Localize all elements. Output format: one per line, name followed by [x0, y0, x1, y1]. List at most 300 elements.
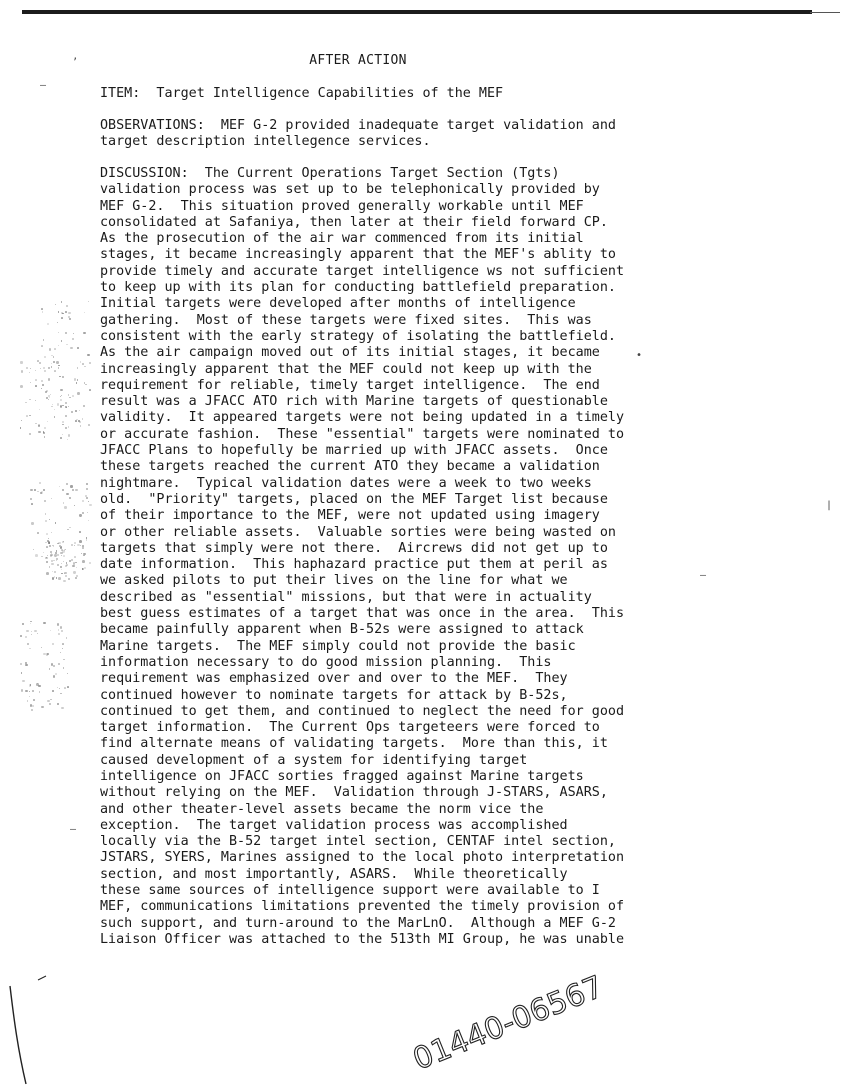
scan-speckle	[66, 483, 68, 485]
scan-speckle	[73, 333, 74, 334]
scan-speckle	[75, 577, 78, 580]
discussion-line: date information. This haphazard practice put them at peril as	[100, 557, 608, 573]
scan-speckle	[50, 630, 51, 631]
scan-speckle	[58, 311, 60, 313]
stray-mark: |	[826, 500, 833, 511]
observations-line: target description intellegence services.	[100, 134, 431, 150]
scan-speckle	[61, 707, 63, 709]
scan-speckle	[53, 361, 55, 363]
scan-speckle	[45, 557, 47, 559]
scan-speckle	[31, 503, 33, 505]
scan-speckle	[22, 623, 24, 625]
discussion-line: As the air campaign moved out of its initial stages, it became	[100, 345, 600, 361]
scan-speckle	[88, 424, 90, 426]
scan-speckle	[52, 571, 53, 572]
scan-speckle	[76, 382, 77, 383]
item-heading: ITEM: Target Intelligence Capabilities of the MEF	[100, 86, 504, 101]
discussion-line: requirement was emphasized over and over to the MEF. They	[100, 671, 568, 687]
scan-speckle	[37, 633, 38, 634]
scan-speckle	[60, 437, 62, 439]
scan-speckle	[68, 578, 70, 580]
scan-speckle	[77, 392, 79, 394]
scan-speckle	[58, 629, 59, 630]
scan-speckle	[50, 394, 51, 395]
scan-speckle	[57, 322, 59, 324]
scan-speckle	[53, 560, 54, 561]
scan-speckle	[84, 366, 85, 367]
scan-speckle	[79, 540, 82, 543]
discussion-line: to keep up with its plan for conducting battlefield preparation.	[100, 280, 616, 296]
scan-speckle	[61, 630, 63, 632]
scan-speckle	[79, 421, 81, 423]
discussion-line: continued however to nominate targets for attack by B-52s,	[100, 687, 568, 703]
scan-speckle	[69, 560, 71, 562]
scan-speckle	[34, 630, 37, 633]
scan-speckle	[20, 635, 22, 637]
scan-speckle	[44, 356, 46, 358]
scan-speckle	[35, 400, 36, 401]
scan-speckle	[62, 434, 63, 435]
scan-speckle	[66, 305, 69, 308]
scan-speckle	[88, 501, 89, 502]
scan-speckle	[85, 384, 86, 385]
scan-speckle	[45, 542, 46, 543]
scan-speckle	[21, 370, 23, 372]
scan-speckle	[79, 531, 81, 533]
scan-speckle	[68, 394, 70, 396]
scan-speckle	[57, 623, 59, 625]
scan-speckle	[46, 572, 49, 575]
scan-speckle	[84, 312, 85, 313]
scan-speckle	[68, 312, 70, 314]
scan-speckle	[31, 634, 32, 635]
scan-speckle	[89, 362, 90, 363]
scan-speckle	[53, 665, 55, 667]
discussion-line: nightmare. Typical validation dates were a week to two weeks	[100, 475, 592, 491]
scan-speckle	[50, 555, 52, 557]
scan-speckle	[43, 622, 46, 625]
scan-speckle	[75, 410, 77, 412]
discussion-line: or other reliable assets. Valuable sorties were being wasted on	[100, 524, 616, 540]
discussion-line: requirement for reliable, timely target intelligence. The end	[100, 377, 600, 393]
discussion-line: JFACC Plans to hopefully be married up with JFACC assets. Once	[100, 443, 608, 459]
scan-speckle	[60, 396, 61, 397]
scan-speckle	[61, 573, 63, 575]
scan-speckle	[89, 389, 91, 391]
scan-speckle	[51, 363, 52, 364]
scan-speckle	[26, 630, 28, 632]
scan-speckle	[51, 532, 52, 533]
scan-speckle	[30, 498, 32, 500]
scan-speckle	[31, 522, 33, 524]
scan-speckle	[86, 488, 88, 490]
scan-speckle	[58, 663, 60, 665]
scan-speckle	[63, 580, 66, 583]
scan-speckle	[63, 502, 65, 504]
scan-speckle	[38, 431, 41, 434]
scan-speckle	[30, 368, 31, 369]
scan-speckle	[30, 704, 32, 706]
discussion-line: old. "Priority" targets, placed on the MEF Target list because	[100, 491, 608, 507]
discussion-line: target information. The Current Ops targeteers were forced to	[100, 720, 600, 736]
scan-speckle	[75, 420, 77, 422]
scan-speckle	[49, 566, 51, 568]
discussion-line: caused development of a system for identifying target	[100, 752, 528, 768]
scan-speckle	[41, 345, 43, 347]
discussion-line: locally via the B-52 target intel section, CENTAF intel section,	[100, 834, 616, 850]
scan-speckle	[76, 567, 77, 568]
discussion-line: consolidated at Safaniya, then later at their field forward CP.	[100, 214, 608, 230]
scan-speckle	[62, 424, 64, 426]
scan-speckle	[76, 575, 78, 577]
scan-speckle	[29, 648, 30, 649]
scan-speckle	[21, 672, 23, 674]
scan-speckle	[61, 301, 63, 303]
scan-speckle	[61, 340, 63, 342]
scan-speckle	[61, 555, 63, 557]
scan-speckle	[65, 415, 67, 417]
scan-speckle	[47, 323, 49, 325]
scan-speckle	[79, 410, 80, 411]
scan-speckle	[82, 547, 84, 549]
scan-speckle	[35, 370, 36, 371]
scan-speckle	[54, 571, 56, 573]
scan-speckle	[41, 388, 42, 389]
scan-speckle	[49, 348, 51, 350]
scan-speckle	[61, 317, 63, 319]
scan-speckle	[71, 411, 73, 413]
stray-mark: ’	[72, 57, 79, 68]
scan-speckle	[26, 367, 28, 369]
scan-speckle	[64, 506, 66, 508]
scan-speckle	[82, 363, 84, 365]
scan-speckle	[62, 489, 64, 491]
scan-speckle	[41, 308, 43, 310]
scan-speckle	[44, 427, 46, 429]
scan-speckle	[62, 550, 64, 552]
scan-speckle	[56, 361, 59, 364]
scan-speckle	[66, 344, 67, 345]
scan-speckle	[35, 385, 37, 387]
scan-speckle	[45, 520, 47, 522]
top-border-rule	[22, 10, 812, 14]
discussion-line: intelligence on JFACC sorties fragged against Marine targets	[100, 768, 584, 784]
scan-speckle	[74, 556, 76, 558]
scan-speckle	[39, 482, 41, 484]
scan-speckle	[59, 688, 60, 689]
scan-speckle	[41, 491, 44, 494]
scan-speckle	[65, 332, 67, 334]
scan-speckle	[29, 399, 31, 401]
scan-speckle	[35, 554, 38, 557]
discussion-line: JSTARS, SYERS, Marines assigned to the local photo interpretation	[100, 850, 625, 866]
scan-speckle	[52, 643, 53, 644]
scan-speckle	[86, 497, 88, 499]
discussion-line: these targets reached the current ATO they became a validation	[100, 459, 600, 475]
scan-speckle	[29, 433, 31, 435]
scan-speckle	[38, 425, 40, 427]
scan-speckle	[46, 397, 48, 399]
scan-speckle	[41, 647, 42, 648]
scan-speckle	[67, 529, 68, 530]
discussion-line: provide timely and accurate target intelligence ws not sufficient	[100, 263, 625, 279]
scan-speckle	[53, 675, 56, 678]
scan-speckle	[25, 664, 28, 667]
scan-speckle	[22, 680, 24, 682]
discussion-section	[100, 166, 624, 948]
discussion-line: validation process was set up to be telephonically provided by	[100, 182, 600, 198]
scan-speckle	[67, 439, 68, 440]
scan-speckle	[50, 699, 51, 700]
discussion-line: continued to get them, and continued to neglect the need for good	[100, 703, 625, 719]
scan-speckle	[21, 689, 23, 691]
scan-speckle	[68, 434, 71, 437]
scan-speckle	[75, 489, 78, 492]
scan-speckle	[48, 399, 49, 400]
scan-speckle	[55, 304, 56, 305]
observations-section	[100, 118, 616, 151]
scan-speckle	[36, 683, 39, 686]
scan-speckle	[32, 705, 34, 707]
scan-speckle	[56, 558, 58, 560]
discussion-line: without relying on the MEF. Validation through J-STARS, ASARS,	[100, 785, 608, 801]
scan-speckle	[58, 345, 59, 346]
scan-speckle	[58, 332, 59, 333]
scan-speckle	[60, 652, 61, 653]
scan-speckle	[54, 348, 56, 350]
scan-speckle	[37, 532, 39, 534]
scan-speckle	[43, 552, 44, 553]
stray-mark: –	[70, 824, 77, 835]
scan-speckle	[53, 356, 55, 358]
scan-speckle	[69, 318, 70, 319]
scan-speckle	[62, 421, 64, 423]
scan-speckle	[20, 427, 21, 428]
scan-speckle	[42, 384, 44, 386]
scan-speckle	[51, 366, 53, 368]
discussion-line: Marine targets. The MEF simply could not provide the basic	[100, 638, 576, 654]
scan-speckle	[25, 662, 27, 664]
scan-speckle	[60, 389, 62, 391]
scan-speckle	[58, 542, 61, 545]
scan-speckle	[65, 311, 67, 313]
scan-speckle	[56, 550, 57, 551]
scan-speckle	[61, 569, 62, 570]
discussion-line: these same sources of intelligence support were available to I	[100, 883, 600, 899]
discussion-line: we asked pilots to put their lives on the line for what we	[100, 573, 568, 589]
scan-speckle	[65, 427, 67, 429]
scan-speckle	[65, 575, 67, 577]
scan-speckle	[37, 491, 38, 492]
scan-speckle	[87, 512, 88, 513]
scan-speckle	[48, 378, 50, 380]
scan-speckle	[63, 659, 64, 660]
scan-speckle	[58, 367, 60, 369]
scan-speckle	[25, 636, 26, 637]
scan-speckle	[25, 690, 27, 692]
scan-speckle	[63, 667, 64, 668]
scan-speckle	[31, 631, 32, 632]
scan-speckle	[63, 561, 64, 562]
scan-speckle	[77, 379, 78, 380]
scan-speckle	[55, 522, 57, 524]
discussion-line: and other theater-level assets became the norm vice the	[100, 801, 544, 817]
scan-speckle	[43, 367, 45, 369]
scan-speckle	[41, 706, 44, 709]
scan-speckle	[47, 421, 48, 422]
discussion-line: MEF, communications limitations prevented the timely provision of	[100, 899, 625, 915]
scan-speckle	[39, 362, 41, 364]
scan-speckle	[86, 483, 88, 485]
discussion-line: stages, it became increasingly apparent that the MEF's ablity to	[100, 247, 616, 263]
scan-speckle	[44, 436, 46, 438]
scan-speckle	[62, 376, 64, 378]
scan-speckle	[30, 623, 31, 624]
scan-speckle	[48, 367, 49, 368]
scan-speckle	[60, 626, 62, 628]
scan-speckle	[29, 415, 31, 417]
scan-speckle	[40, 368, 41, 369]
scan-speckle	[64, 687, 66, 689]
scan-speckle	[74, 505, 76, 507]
scan-speckle	[82, 568, 83, 569]
scan-speckle	[43, 489, 45, 491]
scan-speckle	[45, 513, 46, 514]
scan-speckle	[20, 385, 23, 388]
discussion-line: best guess estimates of a target that was once in the area. This	[100, 606, 625, 622]
scan-speckle	[60, 566, 62, 568]
scan-speckle	[82, 418, 84, 420]
scan-speckle	[52, 690, 54, 692]
scan-speckle	[51, 406, 52, 407]
scan-speckle	[73, 571, 75, 573]
scan-speckle	[74, 545, 75, 546]
scan-speckle	[58, 365, 59, 366]
scan-speckle	[72, 489, 74, 491]
scan-speckle	[46, 546, 48, 548]
scan-speckle	[41, 380, 43, 382]
scan-speckle	[77, 367, 79, 369]
scan-speckle	[26, 415, 28, 417]
scan-speckle	[68, 406, 69, 407]
scan-speckle	[33, 549, 34, 550]
scan-speckle	[44, 500, 46, 502]
scan-speckle	[31, 709, 33, 711]
scan-speckle	[72, 395, 74, 397]
scan-speckle	[54, 416, 55, 417]
discussion-line: result was a JFACC ATO rich with Marine targets of questionable	[100, 394, 608, 410]
scan-speckle	[82, 560, 85, 563]
scan-speckle	[49, 542, 50, 543]
discussion-line: such support, and turn-around to the MarLnO. Although a MEF G-2	[100, 915, 616, 931]
stray-mark: –	[700, 570, 707, 581]
scan-speckle	[89, 504, 92, 507]
scan-speckle	[30, 382, 31, 383]
scan-speckle	[84, 567, 86, 569]
scan-speckle	[44, 370, 46, 372]
scan-speckle	[61, 563, 63, 565]
scan-speckle	[39, 409, 40, 410]
scan-speckle	[80, 425, 81, 426]
scan-speckle	[29, 691, 30, 692]
margin-pen-stroke	[0, 980, 40, 1088]
discussion-line: or accurate fashion. These "essential" targets were nominated to	[100, 426, 625, 442]
scan-speckle	[33, 699, 35, 701]
scan-speckle	[63, 555, 65, 557]
scan-speckle	[43, 339, 45, 341]
scan-speckle	[52, 545, 53, 546]
scan-speckle	[55, 673, 57, 675]
scan-speckle	[58, 577, 61, 580]
scan-speckle	[30, 489, 33, 492]
top-border-rule-tail	[810, 12, 840, 13]
discussion-line: Initial targets were developed after months of intelligence	[100, 296, 576, 312]
discussion-line: DISCUSSION: The Current Operations Target Section (Tgts)	[100, 166, 560, 181]
scan-speckle	[27, 643, 29, 645]
scan-speckle	[46, 533, 48, 535]
scan-speckle	[29, 372, 30, 373]
scan-speckle	[82, 512, 84, 514]
scan-speckle	[67, 686, 69, 688]
scan-speckle	[69, 497, 71, 499]
scan-speckle	[41, 556, 43, 558]
scan-speckle	[59, 376, 61, 378]
scan-speckle	[79, 514, 81, 516]
discussion-line: Liaison Officer was attached to the 513th MI Group, he was unable	[100, 931, 625, 947]
scan-speckle	[47, 700, 49, 702]
scan-speckle	[49, 397, 50, 398]
scan-speckle	[89, 562, 91, 564]
scan-speckle	[70, 347, 73, 350]
scan-speckle	[59, 486, 60, 487]
scan-speckle	[60, 693, 61, 694]
discussion-line: As the prosecution of the air war commenced from its initial	[100, 231, 584, 247]
discussion-line: consistent with the early strategy of isolating the battlefield.	[100, 328, 616, 344]
scan-speckle	[20, 361, 22, 363]
discussion-line: find alternate means of validating targets. More than this, it	[100, 736, 608, 752]
discussion-line: MEF G-2. This situation proved generally workable until MEF	[100, 198, 584, 214]
scan-speckle	[66, 493, 68, 495]
scan-speckle	[87, 354, 89, 356]
scan-speckle	[65, 402, 67, 404]
scan-speckle	[75, 562, 77, 564]
discussion-line: described as "essential" missions, but that were in actuality	[100, 589, 592, 605]
scan-speckle	[81, 553, 82, 554]
scan-speckle	[83, 405, 85, 407]
scan-speckle	[71, 559, 74, 562]
scan-speckle	[51, 498, 52, 499]
scan-speckle	[57, 703, 59, 705]
scan-speckle	[25, 402, 27, 404]
discussion-line: section, and most importantly, ASARS. While theoretically	[100, 866, 568, 882]
document-title: AFTER ACTION	[309, 53, 407, 68]
scan-speckle	[67, 673, 68, 674]
scan-speckle	[53, 546, 54, 547]
scan-speckle	[83, 332, 85, 334]
scan-speckle	[57, 564, 59, 566]
scan-speckle	[47, 555, 48, 556]
scan-speckle	[88, 301, 89, 302]
scan-speckle	[57, 554, 59, 556]
discussion-line: of their importance to the MEF, were not updated using imagery	[100, 508, 600, 524]
scan-speckle	[20, 663, 22, 665]
scan-speckle	[64, 572, 67, 575]
scan-speckle	[62, 405, 64, 407]
scan-speckle	[54, 409, 55, 410]
scan-speckle	[60, 399, 62, 401]
scan-speckle	[49, 703, 51, 705]
scan-speckle	[21, 420, 22, 421]
